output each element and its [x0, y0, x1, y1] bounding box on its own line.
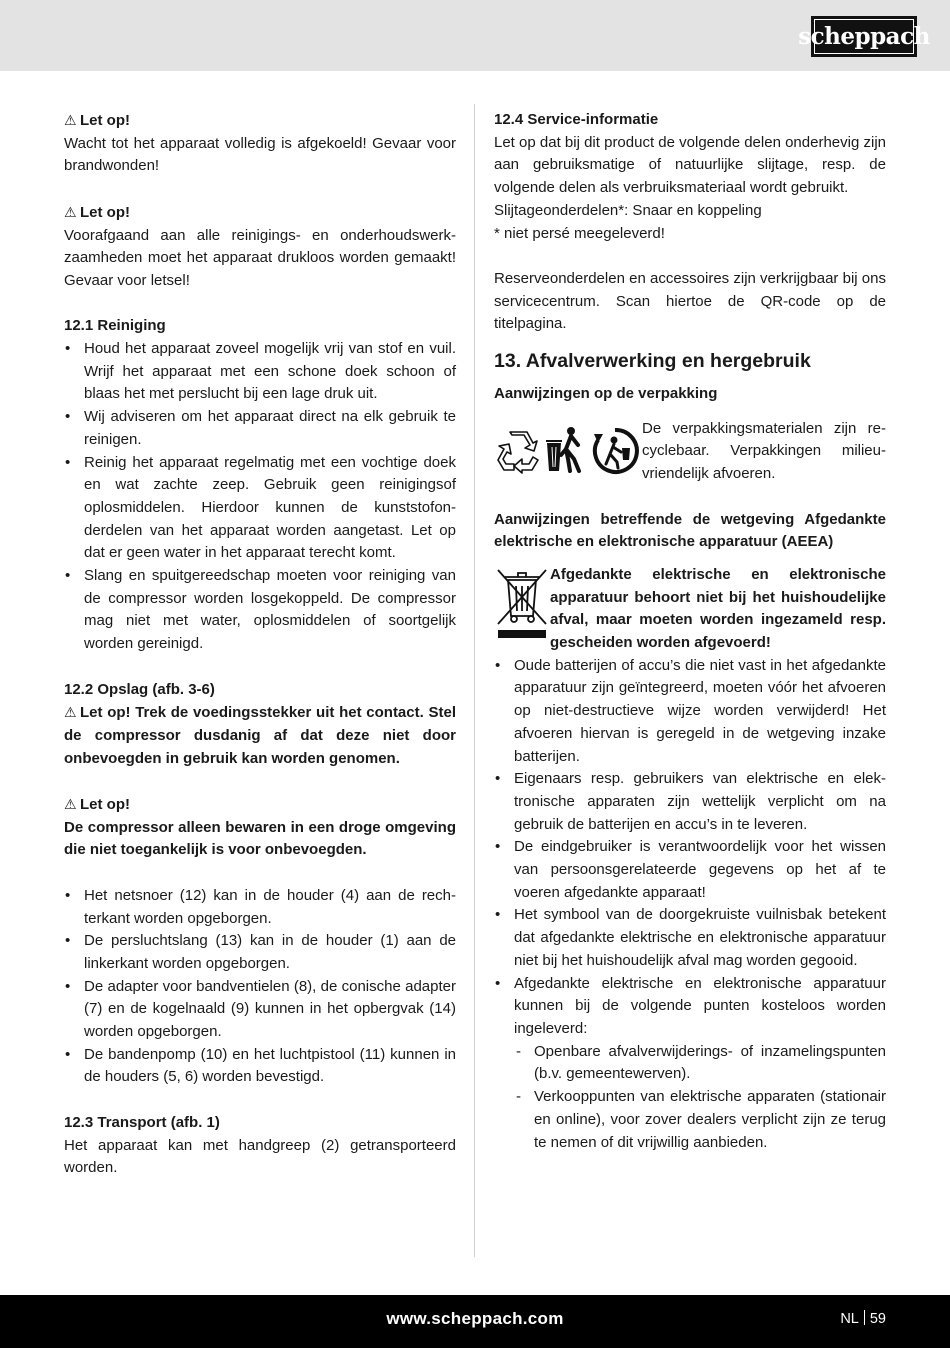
packaging-block	[494, 418, 886, 486]
warning-triangle-icon: ⚠	[64, 112, 77, 128]
column-divider	[474, 104, 475, 1257]
page-number: 59	[869, 1311, 886, 1327]
list-item: • De eindgebruiker is verantwoordelijk voor het wissen van persoonsgerelateerde gegevens op het af te voeren afgedankte apparaat!	[494, 836, 886, 904]
website-link[interactable]: www.scheppach.com	[386, 1309, 564, 1328]
recycling-loop-icon	[590, 426, 640, 476]
header-bar	[0, 0, 950, 71]
packaging-text: De verpakkingsmaterialen zijn recyclebaar. Verpakkingen milieuvriendelijk afvoeren.	[642, 419, 886, 483]
recycle-icon	[494, 427, 542, 475]
scheppach-logo: scheppach	[811, 16, 917, 57]
service-text: Let op dat bij dit product de volgende delen onderhevig zijn aan gebruiksmatige of natuurlijke slijtage, resp. de volgende delen als verbruiksmateriaal wordt gebruikt.	[494, 133, 886, 197]
warning-text: Voorafgaand aan alle reinigings- en onderhoudswerkzaamheden moet het apparaat drukloos worden gemaakt! Gevaar voor letsel!	[64, 226, 456, 289]
list-item: • De bandenpomp (10) en het luchtpistool (11) kunnen in de houders (5, 6) worden bevestigd.	[64, 1044, 456, 1089]
list-item: • De adapter voor bandventielen (8), de conische adapter (7) en de kogelnaald (9) kunnen in het opbergvak (14) worden opgeborgen.	[64, 976, 456, 1044]
transport-text: Het apparaat kan met handgreep (2) getransporteerd worden.	[64, 1136, 456, 1177]
section-12-2-title: 12.2 Opslag (afb. 3-6)	[64, 680, 215, 698]
language-code: NL	[840, 1311, 859, 1327]
list-item: • Het symbool van de doorgekruiste vuilnisbak betekent dat afgedankte elektrische en elektronische apparatuur niet bij het huishoudelijk afval mag worden gegooid.	[494, 904, 886, 972]
warning-text: Wacht tot het apparaat volledig is afgekoeld! Gevaar voor brandwonden!	[64, 134, 456, 175]
warning-heading: ⚠ Let op!	[64, 201, 456, 225]
warning-heading: ⚠ Let op!	[64, 109, 456, 133]
weee-list	[494, 655, 886, 1154]
list-item: • Slang en spuitgereedschap moeten voor reiniging van de compressor worden losgekoppeld. De compressor mag niet met water, oplosmiddelen of soortgelijk worden gereinigd.	[64, 565, 456, 656]
packaging-icons	[494, 420, 642, 482]
section-12-3-title: 12.3 Transport (afb. 1)	[64, 1113, 220, 1131]
crossed-bin-icon	[494, 564, 550, 642]
sub-list-item: - Verkooppunten van elektrische apparaten (stationair en online), voor zover dealers verplicht zijn ze terug te nemen of dit vrijwillig aanbieden.	[514, 1086, 886, 1154]
storage-warning: ⚠ Let op! Trek de voedingsstekker uit het contact. Stel de compressor dusdanig af dat deze niet door onbevoegden in gebruik kan worden genomen.	[64, 701, 456, 770]
cleaning-list	[64, 338, 456, 656]
list-item: • Het netsnoer (12) kan in de houder (4) aan de rechterkant worden opgeborgen.	[64, 885, 456, 930]
aeea-title: Aanwijzingen betreffende de wetgeving Afgedankte elektrische en elektronische apparatuur (AEEA)	[494, 510, 886, 551]
collection-points-list	[514, 1041, 886, 1155]
separator	[864, 1310, 865, 1325]
warning-triangle-icon: ⚠	[64, 203, 77, 220]
section-12-1-title: 12.1 Reiniging	[64, 317, 166, 335]
tidyman-icon	[544, 425, 588, 477]
wear-parts-text: Slijtageonderdelen*: Snaar en koppeling	[494, 201, 762, 219]
warning-heading: ⚠ Let op!	[64, 793, 456, 817]
right-column	[494, 109, 886, 1154]
section-12-4-title: 12.4 Service-informatie	[494, 111, 659, 128]
section-13-title: 13. Afvalverwerking en hergebruik	[494, 350, 811, 373]
list-item: • Afgedankte elektrische en elektronische apparatuur kunnen bij de volgende punten kosteloos worden ingeleverd: - Openbare afvalverwijderings- of inzamelingspunten (b.v. gemeentewerven). - Verkooppunten van elektrische apparaten (stationair en online), voor zover dealers verplicht zijn ze terug te nemen of dit vrijwillig aanbieden.	[494, 973, 886, 1155]
warning-text: De compressor alleen bewaren in een droge omgeving die niet toegankelijk is voor onbevoegden.	[64, 818, 456, 859]
warning-triangle-icon: ⚠	[64, 796, 77, 813]
packaging-title: Aanwijzingen op de verpakking	[494, 385, 718, 403]
warning-triangle-icon: ⚠	[64, 704, 77, 721]
storage-list	[64, 885, 456, 1089]
weee-text: Afgedankte elektrische en elektronische apparatuur behoort niet bij het huishoudelijke afval, maar moeten worden ingezameld resp. gescheiden worden afgevoerd!	[550, 565, 886, 652]
weee-block	[494, 564, 886, 655]
list-item: • Houd het apparaat zoveel mogelijk vrij van stof en vuil. Wrijf het apparaat met een schone doek schoon of blaas het met perslucht bij een lage druk uit.	[64, 338, 456, 406]
wear-parts-note: * niet persé meegeleverd!	[494, 224, 665, 242]
list-item: • Oude batterijen of accu’s die niet vast in het afgedankte apparatuur zijn geïntegreerd, moeten vóór het afvoeren op niet-destructieve wijze worden verwijderd! Het afvoeren hiervan is geregeld in de wetgeving inzake batterijen.	[494, 655, 886, 769]
list-item: • Eigenaars resp. gebruikers van elektrische en elektronische apparaten zijn wettelijk verplicht om na gebruik de batterijen en accu’s in te leveren.	[494, 768, 886, 836]
left-column	[64, 109, 456, 1180]
footer-bar	[0, 1295, 950, 1348]
spare-parts-text: Reserveonderdelen en accessoires zijn verkrijgbaar bij ons servicecentrum. Scan hiertoe de QR-code op de titelpagina.	[494, 269, 886, 333]
list-item: • Wij adviseren om het apparaat direct na elk gebruik te reinigen.	[64, 406, 456, 451]
page-indicator	[840, 1310, 886, 1327]
sub-list-item: - Openbare afvalverwijderings- of inzamelingspunten (b.v. gemeentewerven).	[514, 1041, 886, 1086]
list-item: • Reinig het apparaat regelmatig met een vochtige doek en wat zachte zeep. Gebruik geen reinigingsof oplosmiddelen. Hierdoor kunnen de kunststofonderdelen van het apparaat worden aangetast. Let op dat er geen water in het apparaat terecht komt.	[64, 452, 456, 566]
list-item: • De persluchtslang (13) kan in de houder (1) aan de linkerkant worden opgeborgen.	[64, 930, 456, 975]
